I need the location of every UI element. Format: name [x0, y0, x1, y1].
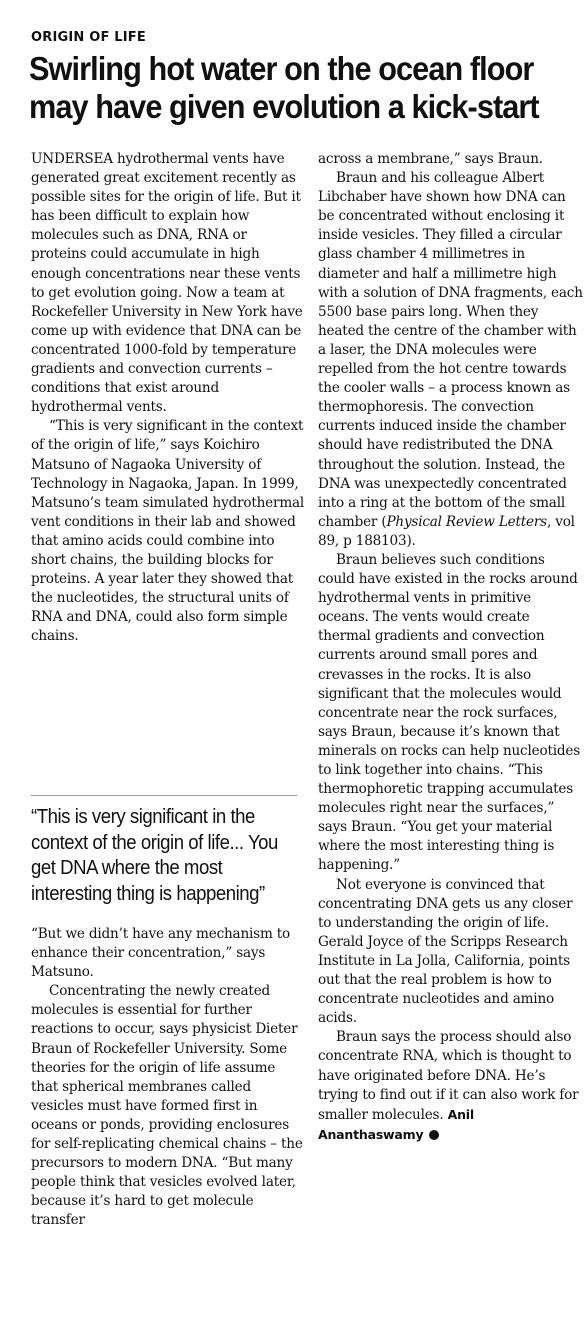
paragraph: across a membrane,” says Braun. [318, 151, 543, 167]
article-headline: Swirling hot water on the ocean floor may have given evolution a kick-start [29, 50, 539, 125]
author-byline: Anil Ananthaswamy [318, 1106, 474, 1142]
paragraph: Braun believes such conditions could have existed in the rocks around hydrothermal vents in primitive oceans. The vents would create thermal gradients and convection currents around small pores and crevasses in the rocks. It is also significant that the molecules would concentrate near the rock surfaces, says Braun, because it’s known that minerals on rocks can help nucleotides to link together into chains. “This thermophoretic trapping accumulates molecules right near the surfaces,” says Braun. “You get your material where the most interesting thing is happening.” [318, 551, 580, 874]
article-column-left-lower [31, 925, 306, 1231]
journal-citation: Physical Review Letters [386, 513, 547, 530]
paragraph [318, 169, 583, 551]
paragraph [318, 1028, 583, 1145]
paragraph: Not everyone is convinced that concentrating DNA gets us any closer to understanding the origin of life. Gerald Joyce of the Scripps Research Institute in La Jolla, California, points out that the real problem is how to concentrate nucleotides and amino acids. [318, 876, 573, 1027]
paragraph: “This is very significant in the context of the origin of life,” says Koichiro Matsuno of Nagaoka University of Technology in Nagaoka, Japan. In 1999, Matsuno’s team simulated hydrothermal vent conditions in their lab and showed that amino acids could combine into short chains, the building blocks for proteins. A year later they showed that the nucleotides, the structural units of RNA and DNA, could also form simple chains. [31, 418, 305, 645]
article-column-right [318, 150, 583, 1145]
section-kicker: ORIGIN OF LIFE [31, 30, 146, 45]
paragraph-text: , vol 89, p 188103). [318, 513, 575, 549]
pull-quote: “This is very significant in the context of the origin of life... You get DNA where the most interesting thing is happening” [31, 806, 278, 905]
paragraph-text: Braun and his colleague Albert Libchaber have shown how DNA can be concentrated without enclosing it inside vesicles. They filled a circular glass chamber 4 millimetres in diameter and half a millimetre high with a solution of DNA fragments, each 5500 base pairs long. When they heated the centre of the chamber with a laser, the DNA molecules were repelled from the hot centre towards the cooler walls – a process known as thermophoresis. The convection currents induced inside the chamber should have redistributed the DNA throughout the solution. Instead, the DNA was unexpectedly concentrated into a ring at the bottom of the small chamber ( [318, 170, 583, 530]
paragraph: Concentrating the newly created molecules is essential for further reactions to occur, says physicist Dieter Braun of Rockefeller University. Some theories for the origin of life assume that spherical membranes called vesicles must have formed first in oceans or ponds, providing enclosures for self-replicating chemical chains – the precursors to modern DNA. “But many people think that vesicles evolved later, because it’s hard to get molecule transfer [31, 983, 303, 1229]
paragraph: UNDERSEA hydrothermal vents have generated great excitement recently as possible sites for the origin of life. But it has been difficult to explain how molecules such as DNA, RNA or proteins could accumulate in high enough concentrations near these vents to get evolution going. Now a team at Rockefeller University in New York have come up with evidence that DNA can be concentrated 1000-fold by temperature gradients and convection currents – conditions that exist around hydrothermal vents. [31, 151, 303, 416]
paragraph: “But we didn’t have any mechanism to enhance their concentration,” says Matsuno. [31, 926, 290, 981]
pull-quote-divider [31, 795, 297, 796]
article-column-left [31, 150, 306, 646]
end-mark-icon [429, 1130, 439, 1140]
paragraph-text: Braun says the process should also concentrate RNA, which is thought to have originated before DNA. He’s trying to find out if it can also work for smaller molecules. [318, 1029, 579, 1123]
